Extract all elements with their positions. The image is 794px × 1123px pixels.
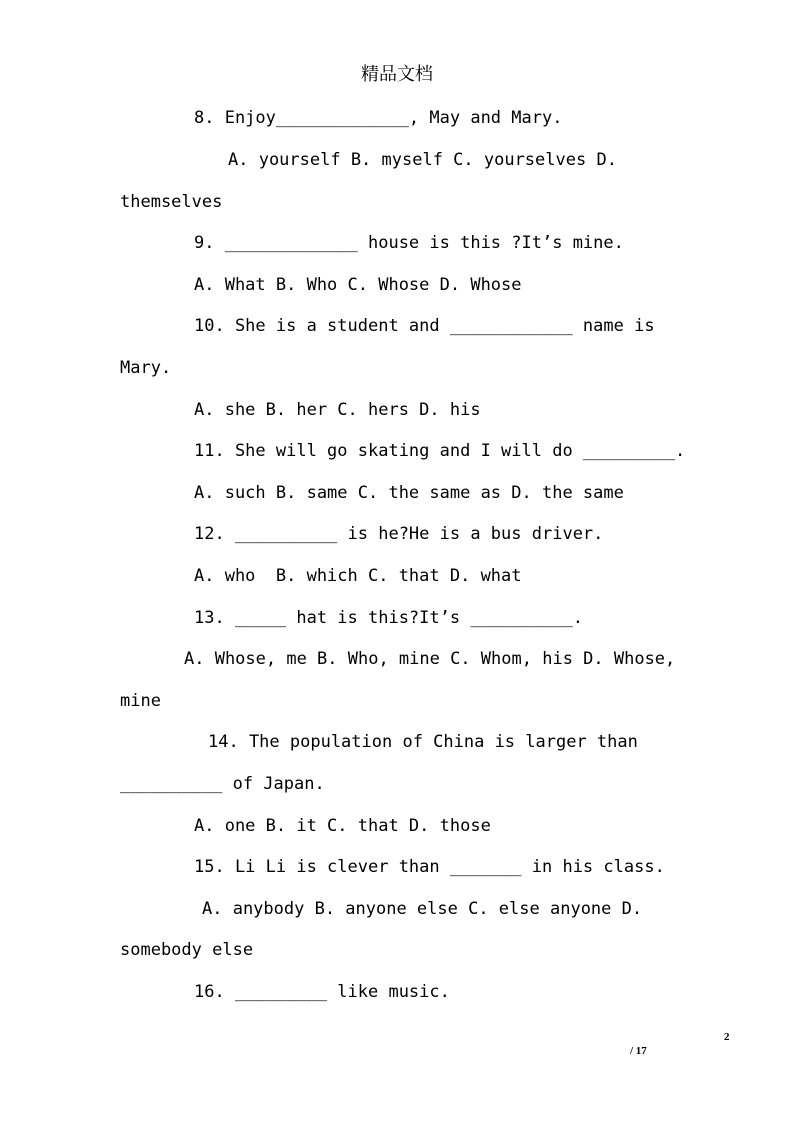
question-12: 12. __________ is he?He is a bus driver. [194, 524, 604, 544]
page-total: / 17 [630, 1045, 647, 1057]
question-8-options-cont: themselves [120, 192, 223, 212]
question-15: 15. Li Li is clever than _______ in his class. [194, 857, 665, 877]
question-10-options: A. she B. her C. hers D. his [194, 400, 481, 420]
question-11: 11. She will go skating and I will do _________. [194, 441, 686, 461]
question-14: 14. The population of China is larger than [208, 732, 638, 752]
page-number: 2 [724, 1031, 730, 1043]
question-13-options: A. Whose, me B. Who, mine C. Whom, his D. Whose, [184, 649, 676, 669]
question-10: 10. She is a student and ____________ name is [194, 316, 655, 336]
question-15-options-cont: somebody else [120, 940, 254, 960]
question-12-options: A. who B. which C. that D. what [194, 566, 522, 586]
question-10-cont: Mary. [120, 358, 172, 378]
question-9: 9. _____________ house is this ?It’s mine. [194, 233, 624, 253]
question-8: 8. Enjoy_____________, May and Mary. [194, 108, 563, 128]
question-13-options-cont: mine [120, 691, 161, 711]
question-15-options: A. anybody B. anyone else C. else anyone D. [202, 899, 643, 919]
question-11-options: A. such B. same C. the same as D. the same [194, 483, 624, 503]
question-13: 13. _____ hat is this?It’s __________. [194, 608, 583, 628]
question-8-options: A. yourself B. myself C. yourselves D. [228, 150, 617, 170]
question-16: 16. _________ like music. [194, 982, 450, 1002]
question-14-cont: __________ of Japan. [120, 774, 325, 794]
question-9-options: A. What B. Who C. Whose D. Whose [194, 275, 522, 295]
question-14-options: A. one B. it C. that D. those [194, 816, 491, 836]
page-header: 精品文档 [361, 64, 433, 85]
